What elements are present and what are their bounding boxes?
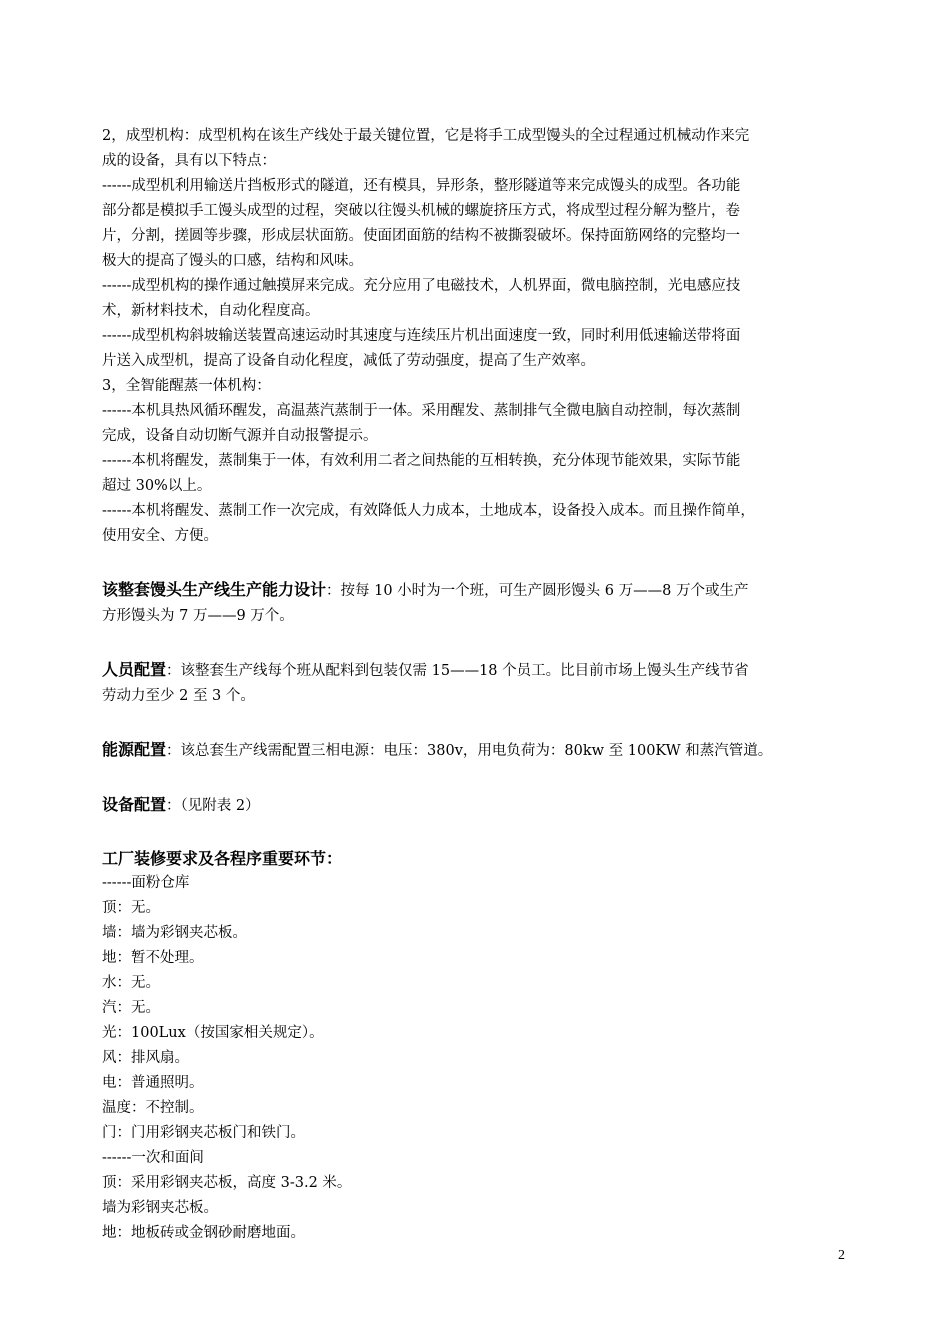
- text-line: ------本机具热风循环醒发，高温蒸汽蒸制于一体。采用醒发、蒸制排气全微电脑自动控制，每次蒸制: [102, 403, 741, 419]
- text-line: 完成，设备自动切断气源并自动报警提示。: [102, 428, 378, 444]
- text-line: 墙为彩钢夹芯板。: [102, 1200, 218, 1216]
- text-line: ------本机将醒发，蒸制集于一体，有效利用二者之间热能的互相转换，充分体现节能效果，实际节能: [102, 453, 741, 469]
- text-line: 方形馒头为 7 万——9 万个。: [102, 608, 294, 624]
- section-forming-mechanism: [102, 124, 850, 374]
- text-line: 部分都是模拟手工馒头成型的过程，突破以往馒头机械的螺旋挤压方式，将成型过程分解为整片，卷: [102, 203, 740, 219]
- staff-heading: 人员配置: [102, 660, 167, 679]
- text-line: 墙：墙为彩钢夹芯板。: [102, 925, 247, 941]
- text-line: 门：门用彩钢夹芯板门和铁门。: [102, 1125, 305, 1141]
- text-line: 成的设备，具有以下特点：: [102, 153, 276, 169]
- capacity-heading: 该整套馒头生产线生产能力设计: [102, 580, 327, 599]
- text-line: 术，新材料技术，自动化程度高。: [102, 303, 320, 319]
- text-line: 超过 30%以上。: [102, 478, 212, 494]
- text-line: 地：地板砖或金钢砂耐磨地面。: [102, 1225, 305, 1241]
- text-line: 顶：采用彩钢夹芯板，高度 3-3.2 米。: [102, 1175, 352, 1191]
- energy-text: ：该总套生产线需配置三相电源：电压：380v，用电负荷为：80kw 至 100KW 和蒸汽管道。: [166, 743, 773, 759]
- text-line: ------成型机构斜坡输送装置高速运动时其速度与连续压片机出面速度一致，同时利用低速输送带将面: [102, 328, 741, 344]
- text-line: ------本机将醒发、蒸制工作一次完成，有效降低人力成本，土地成本，设备投入成本。而且操作简单，: [102, 503, 755, 519]
- section-staff: [102, 657, 850, 709]
- page-number: 2: [838, 1248, 845, 1263]
- capacity-text: ：按每 10 小时为一个班，可生产圆形馒头 6 万——8 万个或生产: [326, 583, 749, 599]
- text-line: 地：暂不处理。: [102, 950, 204, 966]
- text-line: ------成型机利用输送片挡板形式的隧道，还有模具，异形条，整形隧道等来完成馒头的成型。各功能: [102, 178, 741, 194]
- text-line: 极大的提高了馒头的口感，结构和风味。: [102, 253, 363, 269]
- equipment-text: ：（见附表 2）: [166, 798, 260, 814]
- factory-heading: 工厂装修要求及各程序重要环节：: [102, 849, 343, 868]
- text-line: 温度：不控制。: [102, 1100, 204, 1116]
- section-energy: [102, 737, 850, 764]
- text-line: 片送入成型机，提高了设备自动化程度，减低了劳动强度，提高了生产效率。: [102, 353, 595, 369]
- text-line: 汽：无。: [102, 1000, 160, 1016]
- section-proofing-steaming: [102, 374, 850, 549]
- text-line: 顶：无。: [102, 900, 160, 916]
- energy-heading: 能源配置: [102, 740, 167, 759]
- text-line: 片，分割，搓圆等步骤，形成层状面筋。使面团面筋的结构不被撕裂破坏。保持面筋网络的完整均一: [102, 228, 740, 244]
- text-line: ------成型机构的操作通过触摸屏来完成。充分应用了电磁技术，人机界面，微电脑控制，光电感应技: [102, 278, 741, 294]
- text-line: 电：普通照明。: [102, 1075, 204, 1091]
- text-line: ------一次和面间: [102, 1150, 204, 1166]
- text-line: 2，成型机构：成型机构在该生产线处于最关键位置，它是将手工成型馒头的全过程通过机械动作来完: [102, 128, 750, 144]
- section-capacity: [102, 577, 850, 629]
- staff-text: ：该整套生产线每个班从配料到包装仅需 15——18 个员工。比目前市场上馒头生产线节省: [166, 663, 749, 679]
- text-line: 光：100Lux（按国家相关规定）。: [102, 1025, 324, 1041]
- text-line: 风：排风扇。: [102, 1050, 189, 1066]
- text-line: 劳动力至少 2 至 3 个。: [102, 688, 255, 704]
- text-line: ------面粉仓库: [102, 875, 190, 891]
- text-line: 3，全智能醒蒸一体机构：: [102, 378, 271, 394]
- page-content: [102, 124, 850, 1246]
- text-line: 使用安全、方便。: [102, 528, 218, 544]
- section-factory: [102, 871, 850, 1246]
- text-line: 水：无。: [102, 975, 160, 991]
- section-equipment: [102, 792, 850, 819]
- equipment-heading: 设备配置: [102, 795, 167, 814]
